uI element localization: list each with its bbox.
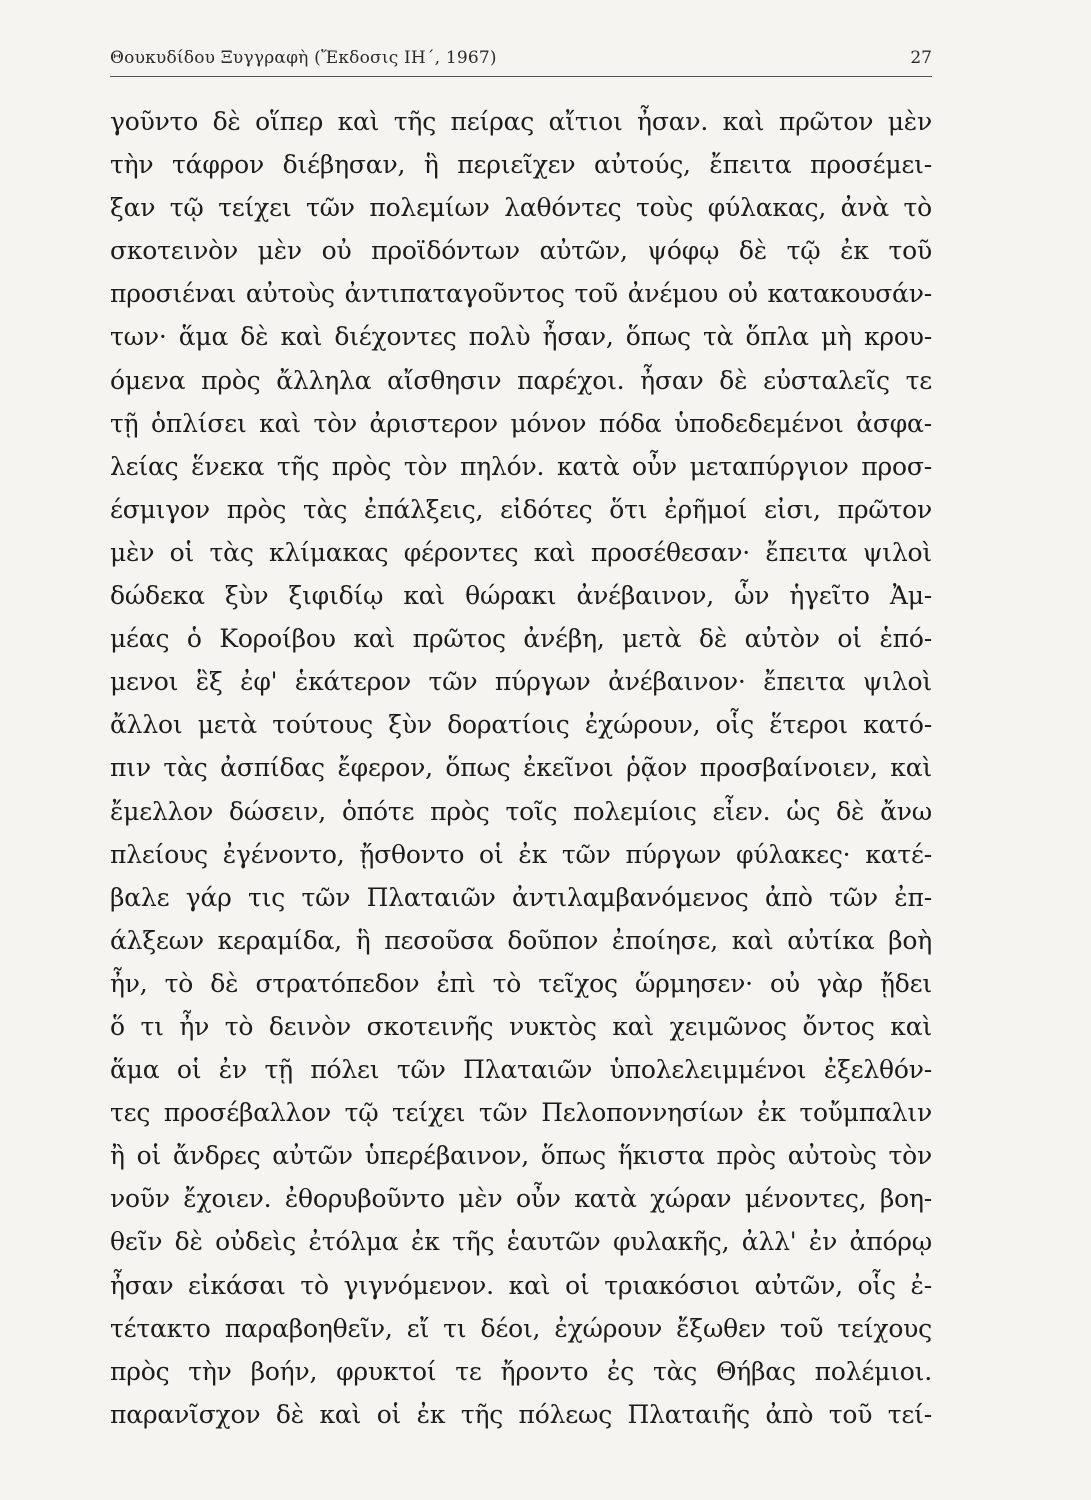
text-line: πλείους ἐγένοντο, ᾔσθοντο οἱ ἐκ τῶν πύργων φύλακες· κατέ-	[110, 839, 932, 869]
text-line: ἢ οἱ ἄνδρες αὐτῶν ὑπερέβαινον, ὅπως ἥκιστα πρὸς αὐτοὺς τὸν	[110, 1141, 932, 1171]
text-line: τες προσέβαλλον τῷ τείχει τῶν Πελοποννησίων ἐκ τοὔμπαλιν	[110, 1098, 932, 1128]
page-number: 27	[910, 48, 932, 68]
text-line: τὴν τάφρον διέβησαν, ἣ περιεῖχεν αὐτούς, ἔπειτα προσέμει-	[110, 150, 932, 180]
text-line: πιν τὰς ἀσπίδας ἔφερον, ὅπως ἐκεῖνοι ῥᾷον προσβαίνοιεν, καὶ	[110, 753, 932, 783]
text-line: μὲν οἱ τὰς κλίμακας φέροντες καὶ προσέθεσαν· ἔπειτα ψιλοὶ	[110, 537, 932, 567]
text-line: ἔμελλον δώσειν, ὁπότε πρὸς τοῖς πολεμίοις εἶεν. ὡς δὲ ἄνω	[110, 796, 932, 826]
text-line: των· ἅμα δὲ καὶ διέχοντες πολὺ ἦσαν, ὅπως τὰ ὅπλα μὴ κρου-	[110, 322, 932, 352]
text-line: άλξεων κεραμίδα, ἣ πεσοῦσα δοῦπον ἐποίησε, καὶ αὐτίκα βοὴ	[110, 925, 932, 955]
text-line: ἦσαν εἰκάσαι τὸ γιγνόμενον. καὶ οἱ τριακόσιοι αὐτῶν, οἷς ἐ-	[110, 1270, 932, 1300]
running-header	[110, 44, 932, 84]
text-line: μενοι ἓξ ἐφ' ἑκάτερον τῶν πύργων ἀνέβαινον· ἔπειτα ψιλοὶ	[110, 667, 932, 697]
header-rule	[110, 76, 932, 77]
text-line: θεῖν δὲ οὐδεὶς ἐτόλμα ἐκ τῆς ἑαυτῶν φυλακῆς, ἀλλ' ἐν ἀπόρῳ	[110, 1227, 932, 1257]
body-text	[110, 100, 932, 1436]
text-line: βαλε γάρ τις τῶν Πλαταιῶν ἀντιλαμβανόμενος ἀπὸ τῶν ἐπ-	[110, 882, 932, 912]
text-line: ἦν, τὸ δὲ στρατόπεδον ἐπὶ τὸ τεῖχος ὥρμησεν· οὐ γὰρ ᾔδει	[110, 968, 932, 998]
text-line: μέας ὁ Κοροίβου καὶ πρῶτος ἀνέβη, μετὰ δὲ αὐτὸν οἱ ἑπό-	[110, 624, 932, 654]
text-line: ἅμα οἱ ἐν τῇ πόλει τῶν Πλαταιῶν ὑπολελειμμένοι ἐξελθόν-	[110, 1055, 932, 1085]
text-line: ὅ τι ἦν τὸ δεινὸν σκοτεινῆς νυκτὸς καὶ χειμῶνος ὄντος καὶ	[110, 1011, 932, 1041]
text-line: προσιέναι αὐτοὺς ἀντιπαταγοῦντος τοῦ ἀνέμου οὐ κατακουσάν-	[110, 279, 932, 309]
text-line: λείας ἕνεκα τῆς πρὸς τὸν πηλόν. κατὰ οὖν μεταπύργιον προσ-	[110, 451, 932, 481]
text-line: νοῦν ἔχοιεν. ἐθορυβοῦντο μὲν οὖν κατὰ χώραν μένοντες, βοη-	[110, 1184, 932, 1214]
text-line: παρανῖσχον δὲ καὶ οἱ ἐκ τῆς πόλεως Πλαταιῆς ἀπὸ τοῦ τεί-	[110, 1399, 932, 1429]
text-line: τῇ ὁπλίσει καὶ τὸν ἀριστερον μόνον πόδα ὑποδεδεμένοι ἀσφα-	[110, 408, 932, 438]
text-line: τέτακτο παραβοηθεῖν, εἴ τι δέοι, ἐχώρουν ἔξωθεν τοῦ τείχους	[110, 1313, 932, 1343]
text-line: ξαν τῷ τείχει τῶν πολεμίων λαθόντες τοὺς φύλακας, ἀνὰ τὸ	[110, 193, 932, 223]
text-line: δώδεκα ξὺν ξιφιδίῳ καὶ θώρακι ἀνέβαινον, ὧν ἡγεῖτο Ἀμ-	[110, 581, 932, 611]
text-line: έσμιγον πρὸς τὰς ἐπάλξεις, εἰδότες ὅτι ἐρῆμοί εἰσι, πρῶτον	[110, 494, 932, 524]
text-line: όμενα πρὸς ἄλληλα αἴσθησιν παρέχοι. ἦσαν δὲ εὐσταλεῖς τε	[110, 365, 932, 395]
header-title: Θουκυδίδου Ξυγγραφὴ (Ἔκδοσις ΙΗ΄, 1967)	[110, 48, 497, 68]
text-line: γοῦντο δὲ οἵπερ καὶ τῆς πείρας αἴτιοι ἦσαν. καὶ πρῶτον μὲν	[110, 107, 932, 136]
text-line: πρὸς τὴν βοήν, φρυκτοί τε ἤροντο ἐς τὰς Θήβας πολέμιοι.	[110, 1356, 932, 1386]
text-line: ἄλλοι μετὰ τούτους ξὺν δορατίοις ἐχώρουν, οἷς ἕτεροι κατό-	[110, 710, 932, 740]
text-line: σκοτεινὸν μὲν οὐ προϊδόντων αὐτῶν, ψόφῳ δὲ τῷ ἐκ τοῦ	[110, 236, 932, 266]
